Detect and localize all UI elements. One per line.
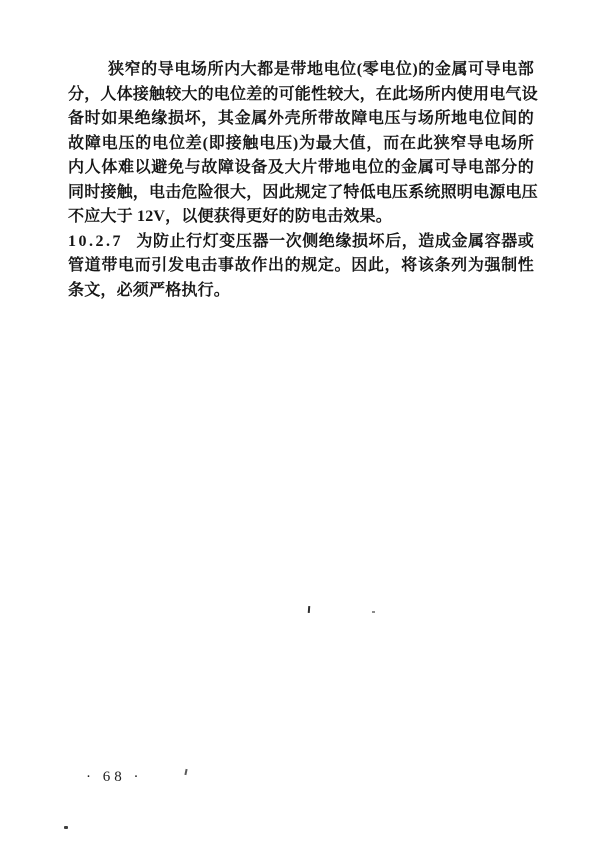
scan-artifact: [308, 606, 310, 613]
text-line: 故障电压的电位差(即接触电压)为最大值，而在此狭窄导电场所: [68, 134, 534, 152]
text-line: 条文，必须严格执行。: [68, 281, 231, 299]
scan-artifact: [64, 826, 68, 829]
clause-number: 10.2.7: [68, 232, 123, 250]
page-number: · 68 ·: [86, 769, 143, 785]
text-line: 同时接触，电击危险很大，因此规定了特低电压系统照明电源电压: [68, 183, 538, 201]
text-line: 备时如果绝缘损坏，其金属外壳所带故障电压与场所地电位间的: [68, 110, 534, 127]
scan-artifact: [372, 611, 375, 613]
text-line: [68, 230, 534, 255]
text-line: 管道带电而引发电击事故作出的规定。因此，将该条列为强制性: [68, 257, 534, 274]
paragraph-commentary: [68, 58, 538, 230]
paragraph-clause-10-2-7: [68, 230, 534, 304]
text-line: 内人体难以避免与故障设备及大片带地电位的金属可导电部分的: [68, 159, 534, 176]
scan-artifact: [184, 769, 187, 775]
text-line: 狭窄的导电场所内大都是带地电位(零电位)的金属可导电部: [108, 61, 534, 78]
clause-first-line-text: 为防止行灯变压器一次侧绝缘损坏后，造成金属容器或: [136, 232, 534, 250]
text-line: 不应大于 12V，以便获得更好的防电击效果。: [68, 208, 392, 225]
text-line: 分，人体接触较大的电位差的可能性较大，在此场所内使用电气设: [68, 85, 538, 103]
body-text-block: [68, 58, 538, 303]
